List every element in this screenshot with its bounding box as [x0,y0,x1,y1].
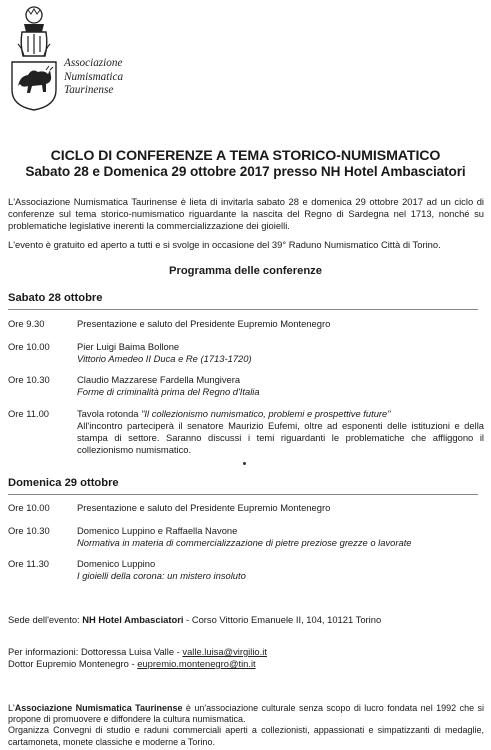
speaker-name: Domenico Luppino [77,558,156,569]
schedule-time: Ore 11.30 [8,558,49,569]
round-table-title [77,408,484,420]
main-title: CICLO DI CONFERENZE A TEMA STORICO-NUMISMATICO [50,148,441,164]
footer-about [8,703,484,748]
schedule-time: Ore 10.00 [8,502,50,513]
contact-label-1: Per informazioni: Dottoressa Luisa Valle - [8,646,183,657]
footer-line-1 [8,703,484,725]
schedule-time: Ore 11.00 [8,408,49,419]
venue-address: - Corso Vittorio Emanuele II, 104, 10121 Torino [183,614,382,625]
schedule-description [77,525,484,549]
schedule-description [77,558,484,582]
day2-divider [8,494,478,495]
venue-label: Sede dell'evento: [8,614,83,625]
venue-name: NH Hotel Ambasciatori [82,614,184,625]
schedule-time: Ore 10.00 [8,341,50,352]
schedule-description: Presentazione e saluto del Presidente Eupremio Montenegro [77,502,331,513]
talk-title: I gioielli della corona: un mistero insoluto [77,570,246,581]
association-logo [6,4,62,112]
schedule-description [77,408,484,456]
speaker-name: Pier Luigi Baima Bollone [77,341,180,352]
schedule-time: Ore 9.30 [8,318,45,329]
footer-prefix: L' [8,703,15,713]
org-name [64,57,123,98]
talk-title: Normativa in materia di commercializzazione di pietre preziose grezze o lavorate [77,537,412,548]
schedule-description: Presentazione e saluto del Presidente Eupremio Montenegro [77,318,331,329]
round-table-topic: "Il collezionismo numismatico, problemi e prospettive future" [141,408,391,419]
footer-line-2: Organizza Convegni di studio e raduni commerciali aperti a collezionisti, appassionati e simpatizzanti di medaglie, cartamoneta, monete classiche e moderne a Torino. [8,725,484,747]
contact-line-2 [8,658,267,670]
day1-heading: Sabato 28 ottobre [8,292,103,304]
talk-title: Vittorio Amedeo II Duca e Re (1713-1720) [77,353,252,364]
contact-line-1 [8,646,267,658]
email-link-2[interactable]: eupremio.montenegro@tin.it [137,658,256,669]
round-table-label: Tavola rotonda [77,408,142,419]
program-title: Programma delle conferenze [169,265,322,277]
intro-paragraph: L'Associazione Numismatica Taurinense è lieta di invitarla sabato 28 e domenica 29 ottobre 2017 ad un ciclo di conferenze sul tema storico-numismatico riguardante la nascita del Regno di Sardegna nel 1713, nonché su problematiche legislative inerenti la commercializzazione dei gioielli. [8,196,484,231]
schedule-description [77,374,484,398]
footer-description: è un'associazione culturale senza scopo di lucro fondata nel 1992 che si propone di promuovere e diffondere la cultura numismatica. [8,703,485,725]
day1-divider [8,309,478,310]
speaker-name: Claudio Mazzarese Fardella Mungivera [77,374,241,385]
schedule-time: Ore 10.30 [8,374,50,385]
day2-heading: Domenica 29 ottobre [8,477,119,489]
footer-org-name: Associazione Numismatica Taurinense [14,703,183,713]
schedule-time: Ore 10.30 [8,525,50,536]
event-note-paragraph: L'evento è gratuito ed aperto a tutti e si svolge in occasione del 39° Raduno Numismatico Città di Torino. [8,239,441,250]
org-name-line3: Taurinense [64,84,114,96]
contact-info [8,646,267,670]
sub-title: Sabato 28 e Domenica 29 ottobre 2017 presso NH Hotel Ambasciatori [25,164,466,179]
schedule-description [77,341,484,365]
speaker-name: Domenico Luppino e Raffaella Navone [77,525,238,536]
stray-dot [243,462,246,465]
round-table-description: All'incontro parteciperà il senatore Maurizio Eufemi, oltre ad esponenti delle istituzioni e della stampa di settore. Saranno discussi i temi riguardanti le problematiche che affliggono il collezionismo numismatico. [77,420,484,455]
email-link-1[interactable]: valle.luisa@virgilio.it [182,646,267,657]
org-name-line2: Numismatica [64,70,124,83]
org-name-line1: Associazione [64,57,123,69]
talk-title: Forme di criminalità prima del Regno d'Italia [77,386,260,397]
venue-line [8,614,381,625]
contact-label-2: Dottor Eupremio Montenegro - [8,658,138,669]
